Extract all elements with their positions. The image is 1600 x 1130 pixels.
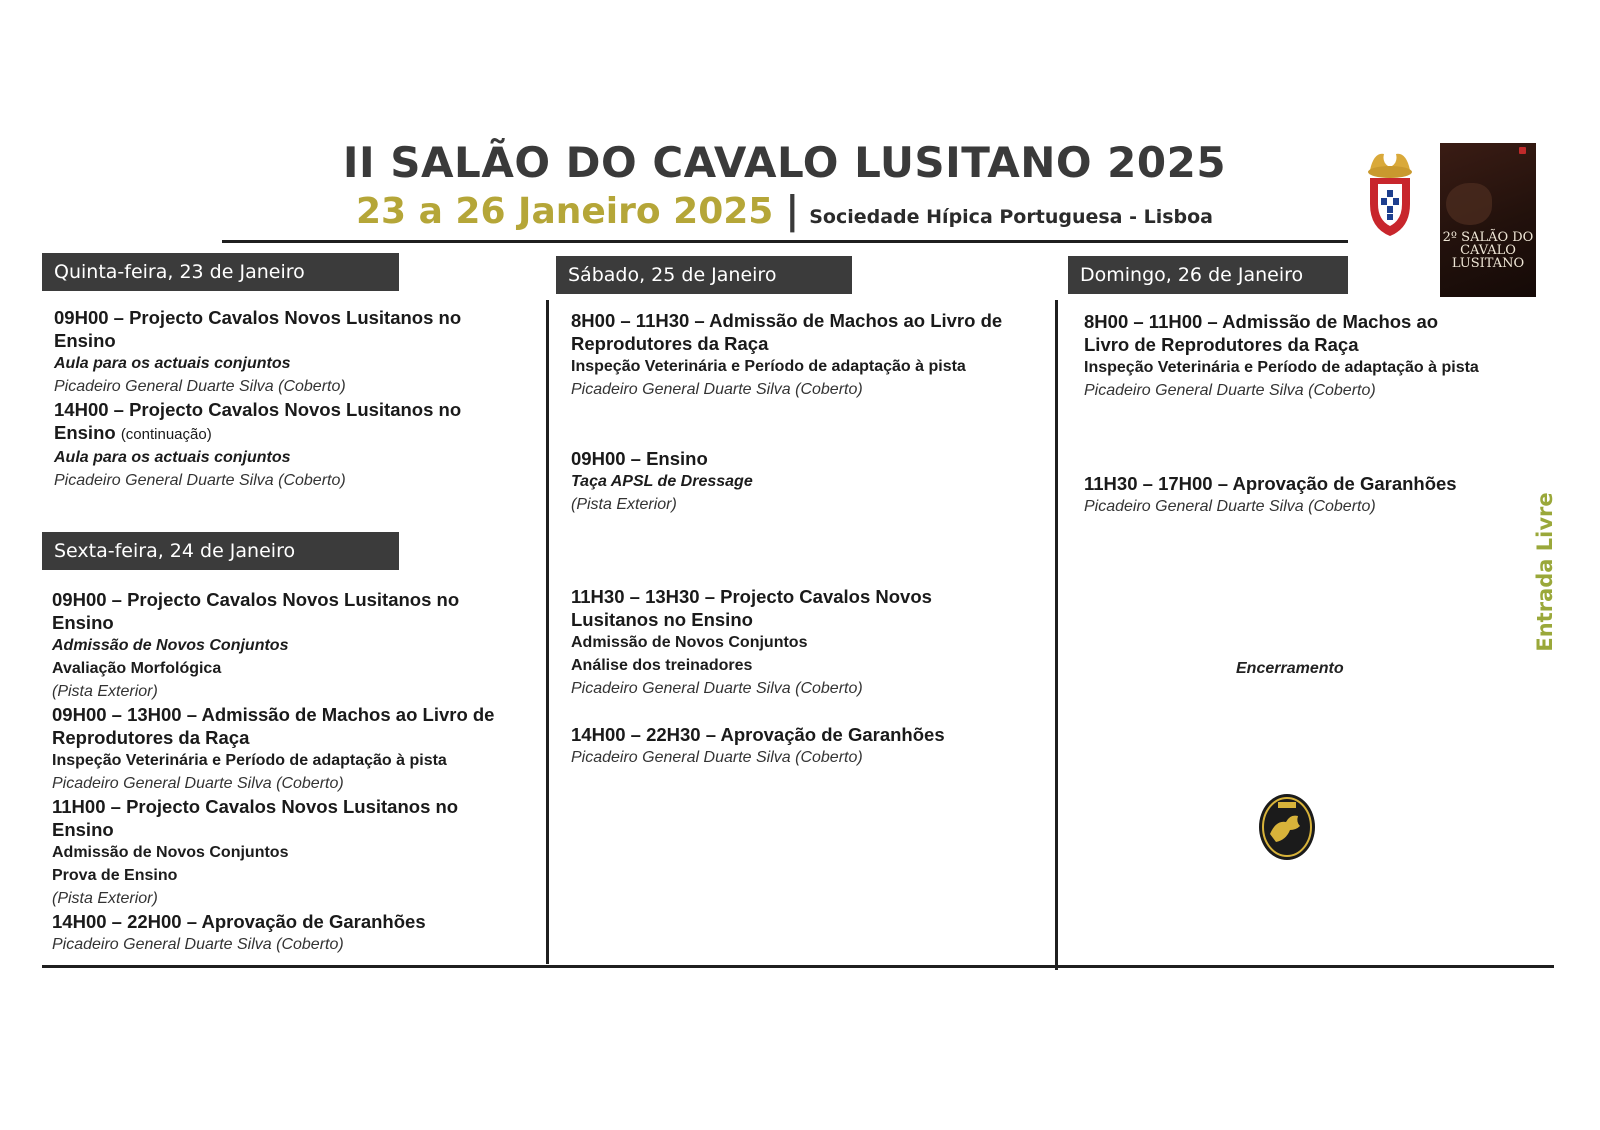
- entry-time-title: 8H00 – 11H00 – Admissão de Machos ao: [1084, 311, 1439, 332]
- apsl-crest-icon: [1362, 142, 1418, 240]
- day-header-sunday: Domingo, 26 de Janeiro: [1068, 256, 1348, 294]
- entry-time-title-cont: Reprodutores da Raça: [571, 333, 769, 354]
- entry-time-title-cont: Reprodutores da Raça: [52, 727, 250, 748]
- event-venue: Sociedade Hípica Portuguesa - Lisboa: [809, 206, 1214, 228]
- entry-time-title-cont: Livro de Reprodutores da Raça: [1084, 334, 1359, 355]
- entry-time-title-cont: [54, 421, 461, 446]
- entry-location: Picadeiro General Duarte Silva (Coberto): [1084, 498, 1376, 515]
- entry-detail: Admissão de Novos Conjuntos: [571, 634, 808, 651]
- entry-detail: Taça APSL de Dressage: [571, 473, 753, 490]
- entry-time-title-cont: Ensino: [54, 330, 116, 351]
- poster-horse-icon: [1446, 183, 1492, 225]
- poster-mark-icon: [1519, 147, 1526, 154]
- entry-time-title: 09H00 – Projecto Cavalos Novos Lusitanos no: [52, 589, 460, 610]
- entry-detail: Admissão de Novos Conjuntos: [52, 637, 289, 654]
- entry-time-title-cont: Ensino: [52, 612, 114, 633]
- entry-time-title: 8H00 – 11H30 – Admissão de Machos ao Livro de: [571, 310, 1003, 331]
- entry-title-word: Ensino: [54, 422, 116, 443]
- saturday-schedule: [571, 309, 1002, 769]
- entry-detail-2: Prova de Ensino: [52, 867, 178, 884]
- entry-detail: Aula para os actuais conjuntos: [54, 355, 291, 372]
- entry-time-title: 09H00 – Projecto Cavalos Novos Lusitanos no: [54, 307, 462, 328]
- friday-schedule: [52, 588, 494, 956]
- entry-time-title: 14H00 – 22H00 – Aprovação de Garanhões: [52, 911, 426, 932]
- event-dates: 23 a 26 Janeiro 2025: [355, 191, 774, 232]
- entry-location: Picadeiro General Duarte Silva (Coberto): [52, 936, 344, 953]
- day-header-friday: Sexta-feira, 24 de Janeiro: [42, 532, 399, 570]
- schedule-entry: [571, 723, 1002, 769]
- bottom-rule: [42, 965, 1554, 968]
- entry-time-title: 14H00 – Projecto Cavalos Novos Lusitanos no: [54, 399, 462, 420]
- entry-location: Picadeiro General Duarte Silva (Coberto): [571, 680, 863, 697]
- schedule-entry: [54, 306, 461, 398]
- entry-time-title: 11H30 – 13H30 – Projecto Cavalos Novos: [571, 586, 932, 607]
- schedule-entry: [52, 703, 494, 795]
- day-header-thursday: Quinta-feira, 23 de Janeiro: [42, 253, 399, 291]
- entry-detail-2: Análise dos treinadores: [571, 657, 753, 674]
- sunday-schedule: [1084, 310, 1479, 518]
- schedule-entry: [571, 447, 1002, 516]
- schedule-entry: [1084, 472, 1479, 518]
- entry-detail-2: Avaliação Morfológica: [52, 660, 222, 677]
- poster-title: 2º SALÃO DO CAVALO LUSITANO: [1442, 230, 1534, 271]
- entry-time-title-cont: Ensino: [52, 819, 114, 840]
- schedule-entry: [54, 398, 461, 492]
- subtitle-separator: |: [785, 188, 800, 232]
- day-header-saturday: Sábado, 25 de Janeiro: [556, 256, 852, 294]
- entry-location: (Pista Exterior): [52, 683, 158, 700]
- thursday-schedule: [54, 306, 461, 492]
- entry-location: Picadeiro General Duarte Silva (Coberto): [52, 775, 344, 792]
- title-underline: [222, 240, 1348, 243]
- entry-location: (Pista Exterior): [571, 496, 677, 513]
- entry-detail: Admissão de Novos Conjuntos: [52, 844, 289, 861]
- schedule-entry: [52, 910, 494, 956]
- entry-detail: Inspeção Veterinária e Período de adaptação à pista: [571, 358, 966, 375]
- event-poster: [1440, 143, 1536, 297]
- column-divider-right: [1055, 300, 1058, 970]
- entry-time-title: 11H00 – Projecto Cavalos Novos Lusitanos no: [52, 796, 459, 817]
- entry-time-title: 14H00 – 22H30 – Aprovação de Garanhões: [571, 724, 945, 745]
- entry-time-title-cont: Lusitanos no Ensino: [571, 609, 753, 630]
- entry-time-title: 09H00 – 13H00 – Admissão de Machos ao Livro de: [52, 704, 495, 725]
- entry-location: (Pista Exterior): [52, 890, 158, 907]
- schedule-entry: [52, 588, 494, 703]
- entry-time-title: 09H00 – Ensino: [571, 448, 708, 469]
- column-divider-left: [546, 300, 549, 964]
- schedule-entry: [52, 795, 494, 910]
- entry-location: Picadeiro General Duarte Silva (Coberto): [1084, 382, 1376, 399]
- entry-note: (continuação): [120, 426, 212, 443]
- schedule-entry: [571, 585, 1002, 700]
- page-title: II SALÃO DO CAVALO LUSITANO 2025: [342, 138, 1227, 187]
- closing-label: Encerramento: [1236, 660, 1344, 677]
- schedule-entry: [571, 309, 1002, 401]
- free-entry-text: Entrada Livre: [1533, 492, 1557, 652]
- schedule-entry: [1084, 310, 1479, 402]
- event-subtitle: [222, 188, 1347, 234]
- entry-time-title: 11H30 – 17H00 – Aprovação de Garanhões: [1084, 473, 1457, 494]
- entry-location: Picadeiro General Duarte Silva (Coberto): [571, 381, 863, 398]
- entry-location: Picadeiro General Duarte Silva (Coberto): [54, 378, 346, 395]
- entry-location: Picadeiro General Duarte Silva (Coberto): [571, 749, 863, 766]
- entry-location: Picadeiro General Duarte Silva (Coberto): [54, 472, 346, 489]
- entry-detail: Aula para os actuais conjuntos: [54, 449, 291, 466]
- entry-detail: Inspeção Veterinária e Período de adaptação à pista: [52, 752, 447, 769]
- shp-badge-icon: [1256, 790, 1318, 862]
- entry-detail: Inspeção Veterinária e Período de adaptação à pista: [1084, 359, 1479, 376]
